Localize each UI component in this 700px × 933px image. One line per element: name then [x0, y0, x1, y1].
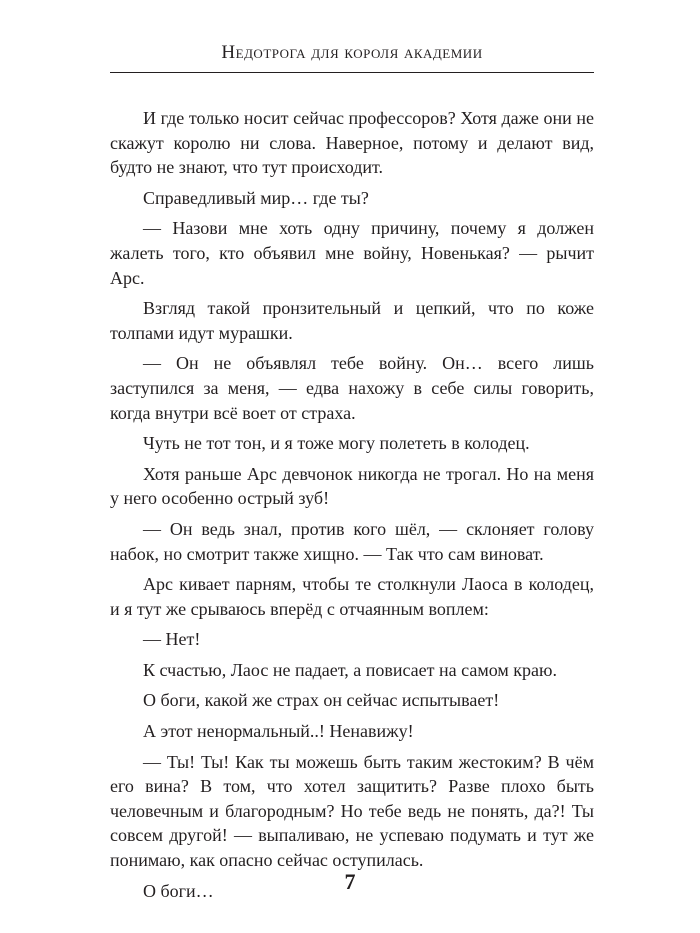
- paragraph: — Нет!: [143, 629, 201, 650]
- body-text: [110, 106, 594, 909]
- paragraph: — Он не объявлял тебе войну. Он… всего лишь заступился за меня, — едва нахожу в себе силы говорить, когда внутри всё воет от страха.: [110, 353, 594, 423]
- paragraph: — Он ведь знал, против кого шёл, — склоняет голову набок, но смотрит также хищно. — Так что сам виноват.: [110, 518, 594, 564]
- paragraph: — Ты! Ты! Как ты можешь быть таким жестоким? В чём его вина? В том, что хотел защитить? Разве плохо быть человечным и благородным? Но тебе ведь не понять, да?! Ты совсем другой! — выпаливаю, не успеваю подумать и тут же понимаю, как опасно сейчас оступилась.: [110, 751, 594, 871]
- paragraph: К счастью, Лаос не падает, а повисает на самом краю.: [143, 659, 557, 680]
- paragraph: Взгляд такой пронзительный и цепкий, что по коже толпами идут мурашки.: [110, 298, 594, 343]
- page-number: 7: [344, 869, 356, 894]
- paragraph: — Назови мне хоть одну причину, почему я должен жалеть того, кто объявил мне войну, Новенькая? — рычит Арс.: [110, 218, 594, 288]
- paragraph: И где только носит сейчас профессоров? Хотя даже они не скажут королю ни слова. Наверное, потому и делают вид, будто не знают, что тут происходит.: [110, 108, 594, 178]
- paragraph: О боги…: [143, 880, 214, 901]
- paragraph: О боги, какой же страх он сейчас испытывает!: [143, 690, 500, 711]
- paragraph: Хотя раньше Арс девчонок никогда не трогал. Но на меня у него особенно острый зуб!: [110, 463, 594, 509]
- paragraph: Арс кивает парням, чтобы те столкнули Лаоса в колодец, и я тут же срываюсь вперёд с отчаянным воплем:: [110, 574, 594, 619]
- paragraph: Справедливый мир… где ты?: [143, 187, 369, 208]
- running-header: Недотрога для короля академии: [221, 42, 483, 63]
- header-rule: [110, 72, 594, 73]
- paragraph: Чуть не тот тон, и я тоже могу полететь в колодец.: [143, 433, 530, 454]
- paragraph: А этот ненормальный..! Ненавижу!: [143, 721, 414, 742]
